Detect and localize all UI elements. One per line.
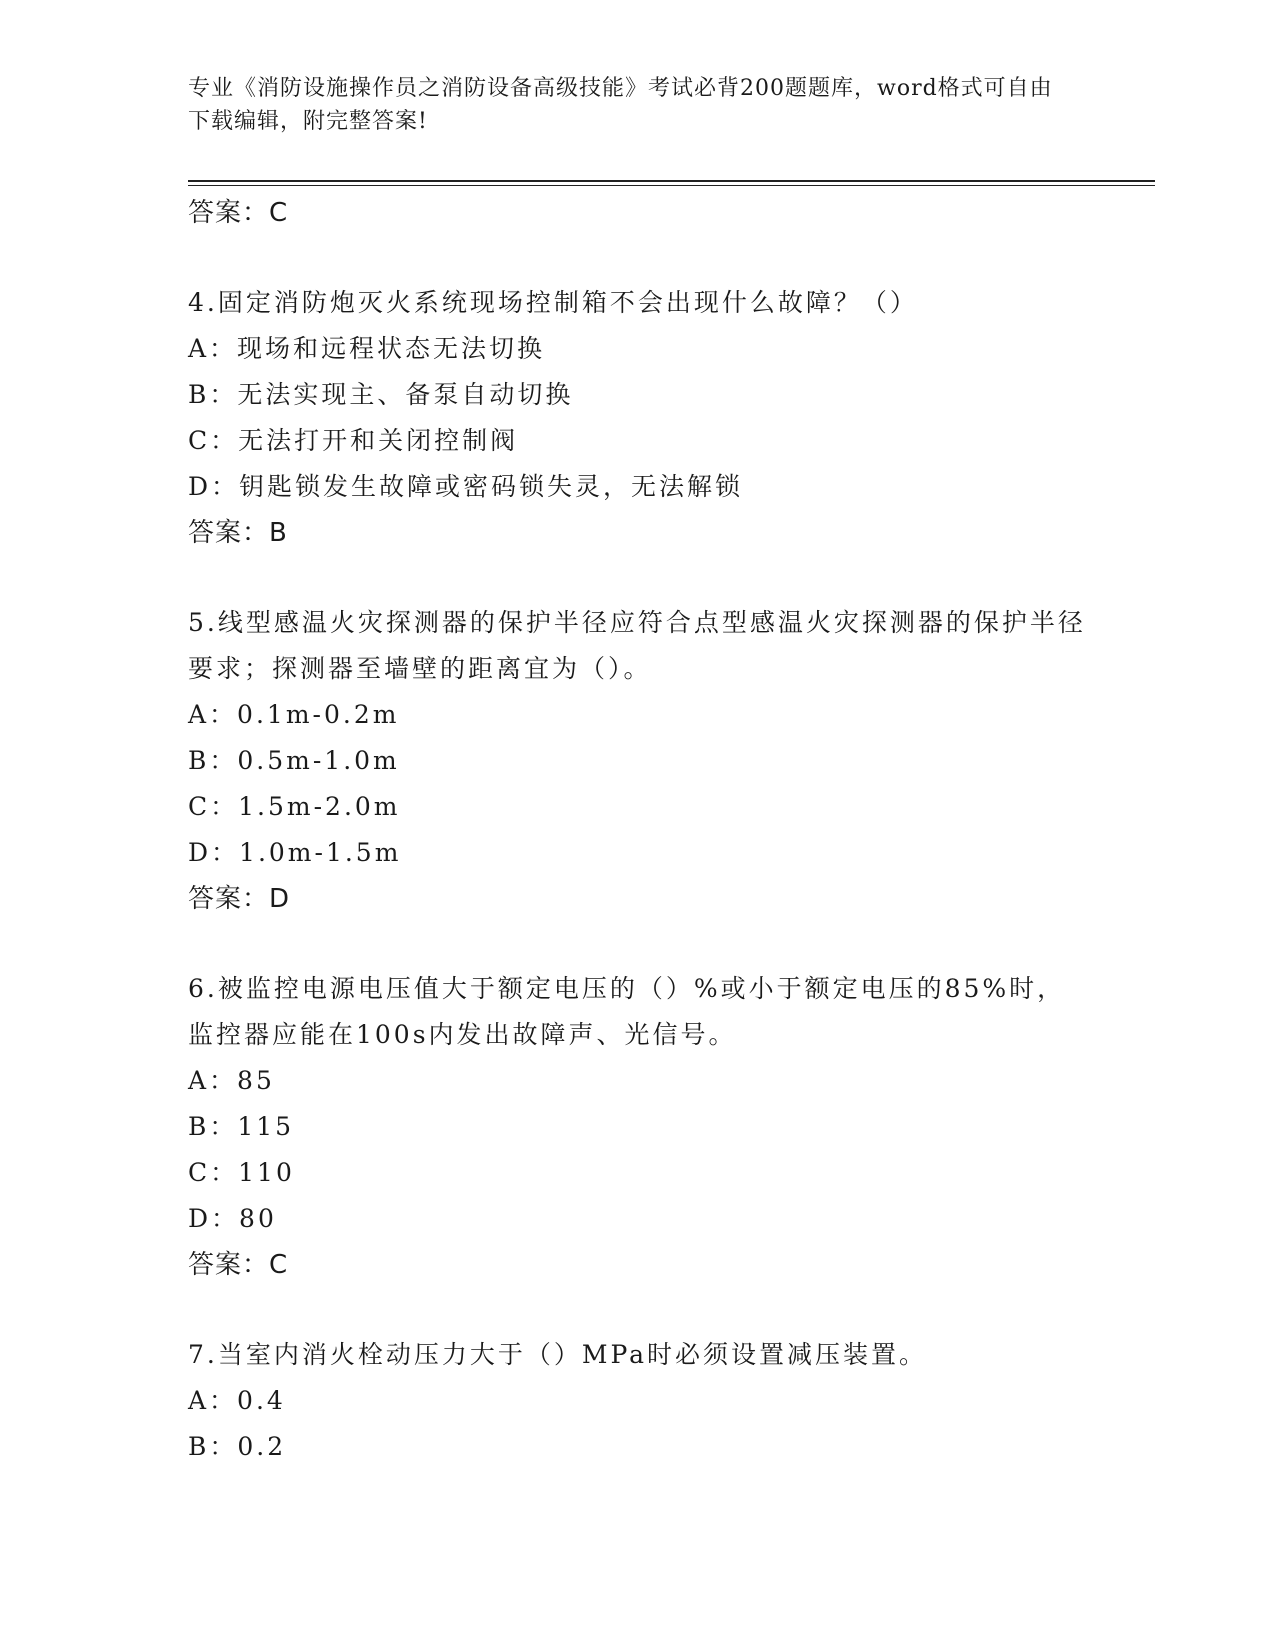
question-6-option-b: B：115	[188, 1112, 295, 1141]
question-block-4	[188, 280, 1088, 556]
question-4-option-a: A：现场和远程状态无法切换	[188, 334, 546, 363]
document-header: 专业《消防设施操作员之消防设备高级技能》考试必背200题题库，word格式可自由下载编辑，附完整答案!	[188, 76, 1053, 134]
question-4-option-c: C：无法打开和关闭控制阀	[188, 426, 519, 455]
question-5-option-c: C：1.5m-2.0m	[188, 792, 401, 821]
question-block-5	[188, 600, 1088, 922]
question-6-option-d: D：80	[188, 1204, 277, 1233]
answer-3: 答案：C	[188, 198, 289, 228]
header-divider-thick	[188, 180, 1155, 182]
question-block-6	[188, 966, 1088, 1288]
question-6-text: 6.被监控电源电压值大于额定电压的（）%或小于额定电压的85%时，监控器应能在100s内发出故障声、光信号。	[188, 974, 1066, 1049]
question-7-option-a: A：0.4	[188, 1386, 286, 1415]
question-5-text: 5.线型感温火灾探测器的保护半径应符合点型感温火灾探测器的保护半径要求；探测器至墙壁的距离宜为（）。	[188, 608, 1086, 683]
question-4-option-d: D：钥匙锁发生故障或密码锁失灵，无法解锁	[188, 472, 744, 501]
question-6-option-a: A：85	[188, 1066, 275, 1095]
question-list	[188, 190, 1088, 1470]
question-7-option-b: B：0.2	[188, 1432, 287, 1461]
question-4-text: 4.固定消防炮灭火系统现场控制箱不会出现什么故障？（）	[188, 288, 918, 317]
answer-4: 答案：B	[188, 518, 288, 548]
question-block-7	[188, 1332, 1088, 1470]
question-5-option-b: B：0.5m-1.0m	[188, 746, 400, 775]
question-4-option-b: B：无法实现主、备泵自动切换	[188, 380, 574, 409]
header-divider-thin	[188, 185, 1155, 186]
question-7-text: 7.当室内消火栓动压力大于（）MPa时必须设置减压装置。	[188, 1340, 928, 1369]
question-5-option-d: D：1.0m-1.5m	[188, 838, 402, 867]
question-6-option-c: C：110	[188, 1158, 295, 1187]
answer-6: 答案：C	[188, 1250, 289, 1280]
answer-5: 答案：D	[188, 884, 291, 914]
question-5-option-a: A：0.1m-0.2m	[188, 700, 400, 729]
